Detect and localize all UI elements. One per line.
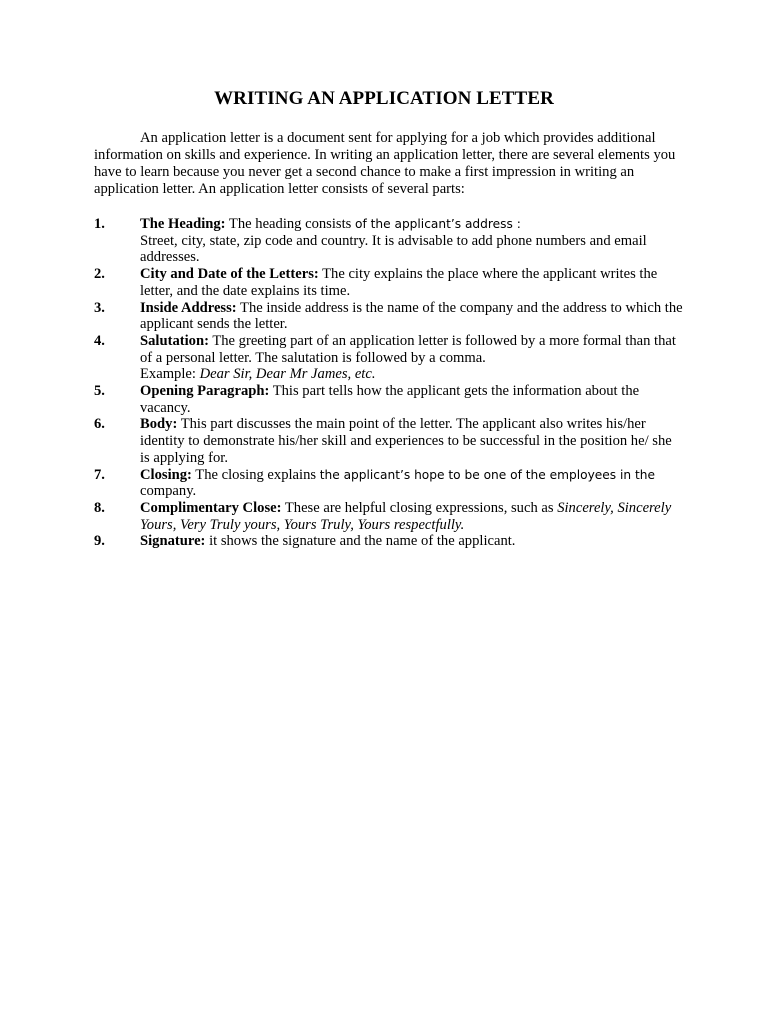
list-number: 8. xyxy=(94,499,105,516)
list-text: it shows the signature and the name of the applicant. xyxy=(205,533,516,550)
list-term: Signature: xyxy=(140,533,206,550)
list-item-opening-paragraph xyxy=(94,383,684,416)
list-item-signature xyxy=(94,533,684,550)
list-item-inside-address xyxy=(94,300,684,333)
list-text-alt-font: the applicant’s hope to be one of the employees in the xyxy=(319,467,655,482)
intro-text: An application letter is a document sent for applying for a job which provides additional information on skills and experience. In writing an application letter, there are several elements you have to learn because you never get a second chance to make a first impression in writing an application letter. An application letter consists of several parts: xyxy=(94,130,676,197)
list-text: This part discusses the main point of the letter. The applicant also writes his/her identity to demonstrate his/her skill and experiences to be successful in the position he/ she is applying for. xyxy=(140,416,672,466)
intro-paragraph xyxy=(94,130,680,198)
list-term: City and Date of the Letters: xyxy=(140,266,319,283)
list-italic-text: Sincerely, Sincerely Yours, Very Truly yours, Yours Truly, Yours respectfully. xyxy=(140,499,672,533)
document-title: WRITING AN APPLICATION LETTER xyxy=(214,88,554,109)
list-number: 4. xyxy=(94,332,105,349)
list-text: The heading consists xyxy=(225,216,355,232)
list-number: 7. xyxy=(94,466,105,483)
list-number: 6. xyxy=(94,416,105,433)
list-term: Complimentary Close: xyxy=(140,499,282,516)
list-item-salutation xyxy=(94,333,684,383)
list-text: This part tells how the applicant gets the information about the vacancy. xyxy=(140,383,640,416)
parts-list xyxy=(94,216,684,550)
list-number: 1. xyxy=(94,216,105,232)
list-term: Body: xyxy=(140,416,178,433)
list-item-heading xyxy=(94,216,684,266)
list-text: The greeting part of an application letter is followed by a more formal than that of a personal letter. The salutation is followed by a comma. xyxy=(140,332,676,366)
list-term: Inside Address: xyxy=(140,299,237,316)
list-text-alt-font: of the applicant’s address : xyxy=(354,217,521,231)
example-line xyxy=(140,366,684,383)
list-text: The closing explains xyxy=(191,466,320,483)
list-term: Salutation: xyxy=(140,332,209,349)
list-text: These are helpful closing expressions, such as xyxy=(281,499,558,516)
list-text: The city explains the place where the applicant writes the letter, and the date explains its time. xyxy=(140,266,658,299)
example-text: Dear Sir, Dear Mr James, etc. xyxy=(199,366,376,383)
list-item-city-date xyxy=(94,266,684,299)
list-text: The inside address is the name of the company and the address to which the applicant sends the letter. xyxy=(140,299,683,333)
list-number: 2. xyxy=(94,266,105,283)
list-number: 9. xyxy=(94,533,105,550)
list-text-continuation: company. xyxy=(140,483,197,500)
list-item-closing xyxy=(94,467,684,500)
list-number: 5. xyxy=(94,383,105,400)
list-item-body xyxy=(94,416,684,466)
list-number: 3. xyxy=(94,299,105,316)
list-term: Closing: xyxy=(140,466,192,483)
list-item-complimentary-close xyxy=(94,500,684,533)
list-text-continuation: Street, city, state, zip code and country. It is advisable to add phone numbers and email addresses. xyxy=(140,232,647,266)
list-term: The Heading: xyxy=(140,216,226,232)
list-term: Opening Paragraph: xyxy=(140,383,270,400)
example-label: Example: xyxy=(140,366,200,383)
